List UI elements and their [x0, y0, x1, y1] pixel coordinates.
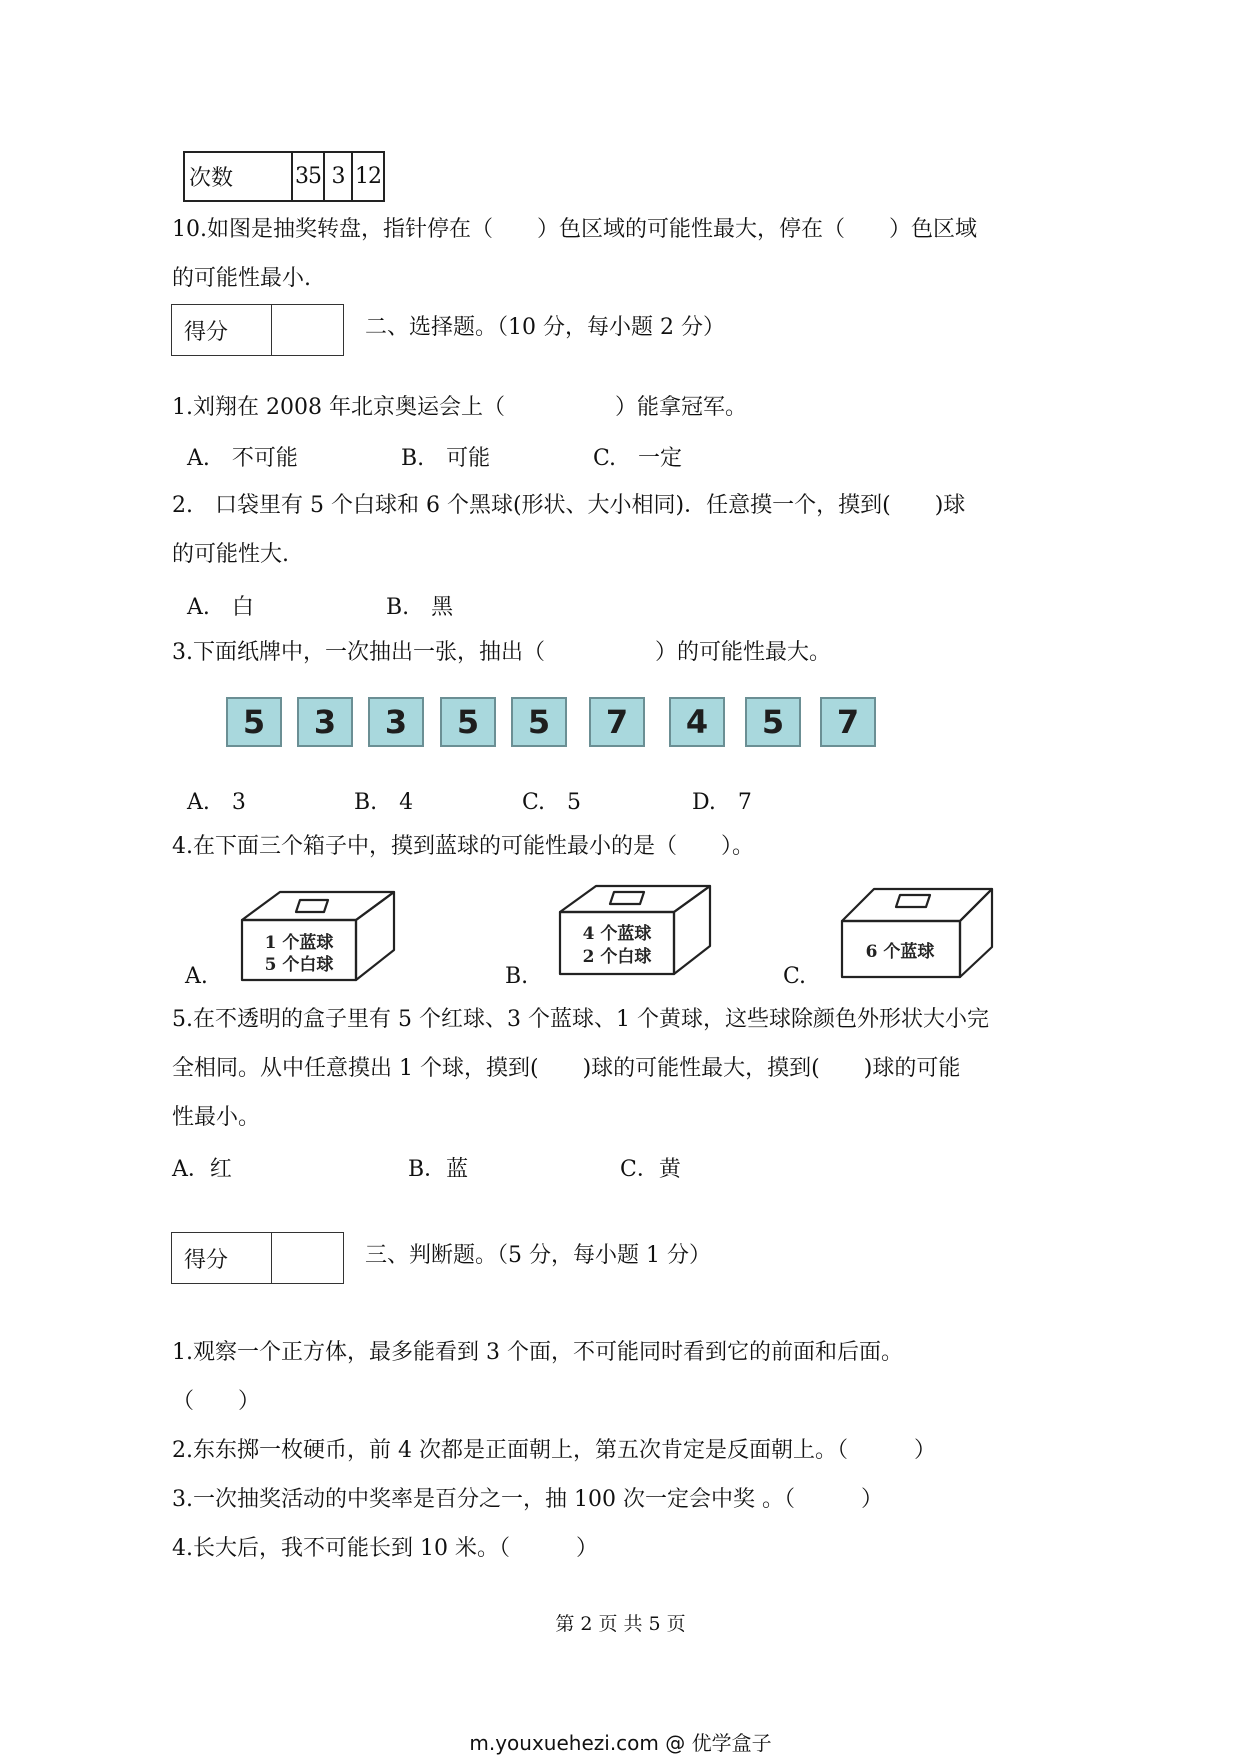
score-box	[171, 1232, 344, 1284]
table-cell: 3	[324, 152, 352, 201]
number-card: 3	[297, 697, 353, 747]
table-header-count: 次数	[184, 152, 292, 201]
number-card: 5	[226, 697, 282, 747]
table-cell: 35	[292, 152, 324, 201]
page-footer: 第 2 页 共 5 页	[555, 1613, 686, 1635]
box-illustration-a	[238, 888, 398, 988]
s2-q5-option-b: B．蓝	[408, 1157, 469, 1182]
box-b-line2: 2 个白球	[582, 947, 652, 967]
s3-q1-line2: （ ）	[172, 1389, 261, 1414]
s2-q5-line2: 全相同。从中任意摸出 1 个球，摸到( )球的可能性最大，摸到( )球的可能	[172, 1056, 961, 1081]
s2-q1-option-a: A. 不可能	[187, 446, 298, 471]
s2-q4-option-c: C.	[783, 964, 807, 989]
s2-q2-option-a: A. 白	[187, 595, 254, 620]
number-card: 7	[589, 697, 645, 747]
s2-q1-option-c: C. 一定	[593, 446, 683, 471]
section3-title: 三、判断题。（5 分，每小题 1 分）	[365, 1243, 711, 1268]
score-box	[171, 304, 344, 356]
s3-q4-text: 4.长大后，我不可能长到 10 米。（ ）	[172, 1536, 598, 1561]
s2-q2-line1: 2. 口袋里有 5 个白球和 6 个黑球(形状、大小相同)．任意摸一个，摸到( )球	[172, 493, 966, 518]
q10-line1: 10.如图是抽奖转盘，指针停在（ ）色区域的可能性最大，停在（ ）色区域	[172, 217, 977, 242]
s3-q2-text: 2.东东掷一枚硬币，前 4 次都是正面朝上，第五次肯定是反面朝上。（ ）	[172, 1438, 936, 1463]
s2-q3-option-b: B. 4	[354, 790, 414, 815]
s2-q3-option-a: A. 3	[187, 790, 246, 815]
watermark: m.youxuehezi.com @ 优学盒子	[469, 1731, 772, 1755]
section2-title: 二、选择题。（10 分，每小题 2 分）	[365, 315, 725, 340]
score-blank[interactable]	[272, 305, 343, 355]
s2-q5-line3: 性最小。	[172, 1105, 261, 1130]
table-cell: 12	[352, 152, 384, 201]
number-card: 7	[820, 697, 876, 747]
s2-q3-option-d: D. 7	[692, 790, 752, 815]
box-a-line1: 1 个蓝球	[264, 933, 334, 953]
box-illustration-b	[556, 882, 716, 982]
s2-q4-option-b: B.	[505, 964, 529, 989]
s2-q2-line2: 的可能性大.	[172, 542, 289, 567]
number-card: 5	[440, 697, 496, 747]
s2-q5-option-c: C．黄	[620, 1157, 681, 1182]
s3-q1-line1: 1.观察一个正方体，最多能看到 3 个面，不可能同时看到它的前面和后面。	[172, 1340, 903, 1365]
s2-q1-text: 1.刘翔在 2008 年北京奥运会上（ ）能拿冠军。	[172, 395, 747, 420]
s3-q3-text: 3.一次抽奖活动的中奖率是百分之一，抽 100 次一定会中奖 。（ ）	[172, 1487, 883, 1512]
s2-q1-option-b: B. 可能	[401, 446, 491, 471]
q10-line2: 的可能性最小.	[172, 266, 311, 291]
s2-q4-text: 4.在下面三个箱子中，摸到蓝球的可能性最小的是（ ）。	[172, 834, 754, 859]
s2-q3-text: 3.下面纸牌中，一次抽出一张，抽出（ ）的可能性最大。	[172, 640, 831, 665]
score-blank[interactable]	[272, 1233, 343, 1283]
number-card: 5	[745, 697, 801, 747]
score-label: 得分	[172, 1233, 272, 1283]
number-card: 5	[511, 697, 567, 747]
s2-q4-option-a: A.	[185, 964, 208, 989]
number-card: 4	[669, 697, 725, 747]
box-a-line2: 5 个白球	[264, 955, 334, 975]
box-b-line1: 4 个蓝球	[582, 924, 652, 944]
top-table	[183, 151, 385, 202]
box-c-line1: 6 个蓝球	[865, 942, 935, 962]
s2-q3-option-c: C. 5	[522, 790, 582, 815]
s2-q5-option-a: A．红	[172, 1157, 232, 1182]
score-label: 得分	[172, 305, 272, 355]
number-card: 3	[368, 697, 424, 747]
box-illustration-c	[838, 885, 998, 985]
s2-q2-option-b: B. 黑	[386, 595, 454, 620]
s2-q5-line1: 5.在不透明的盒子里有 5 个红球、3 个蓝球、1 个黄球，这些球除颜色外形状大小完	[172, 1007, 989, 1032]
